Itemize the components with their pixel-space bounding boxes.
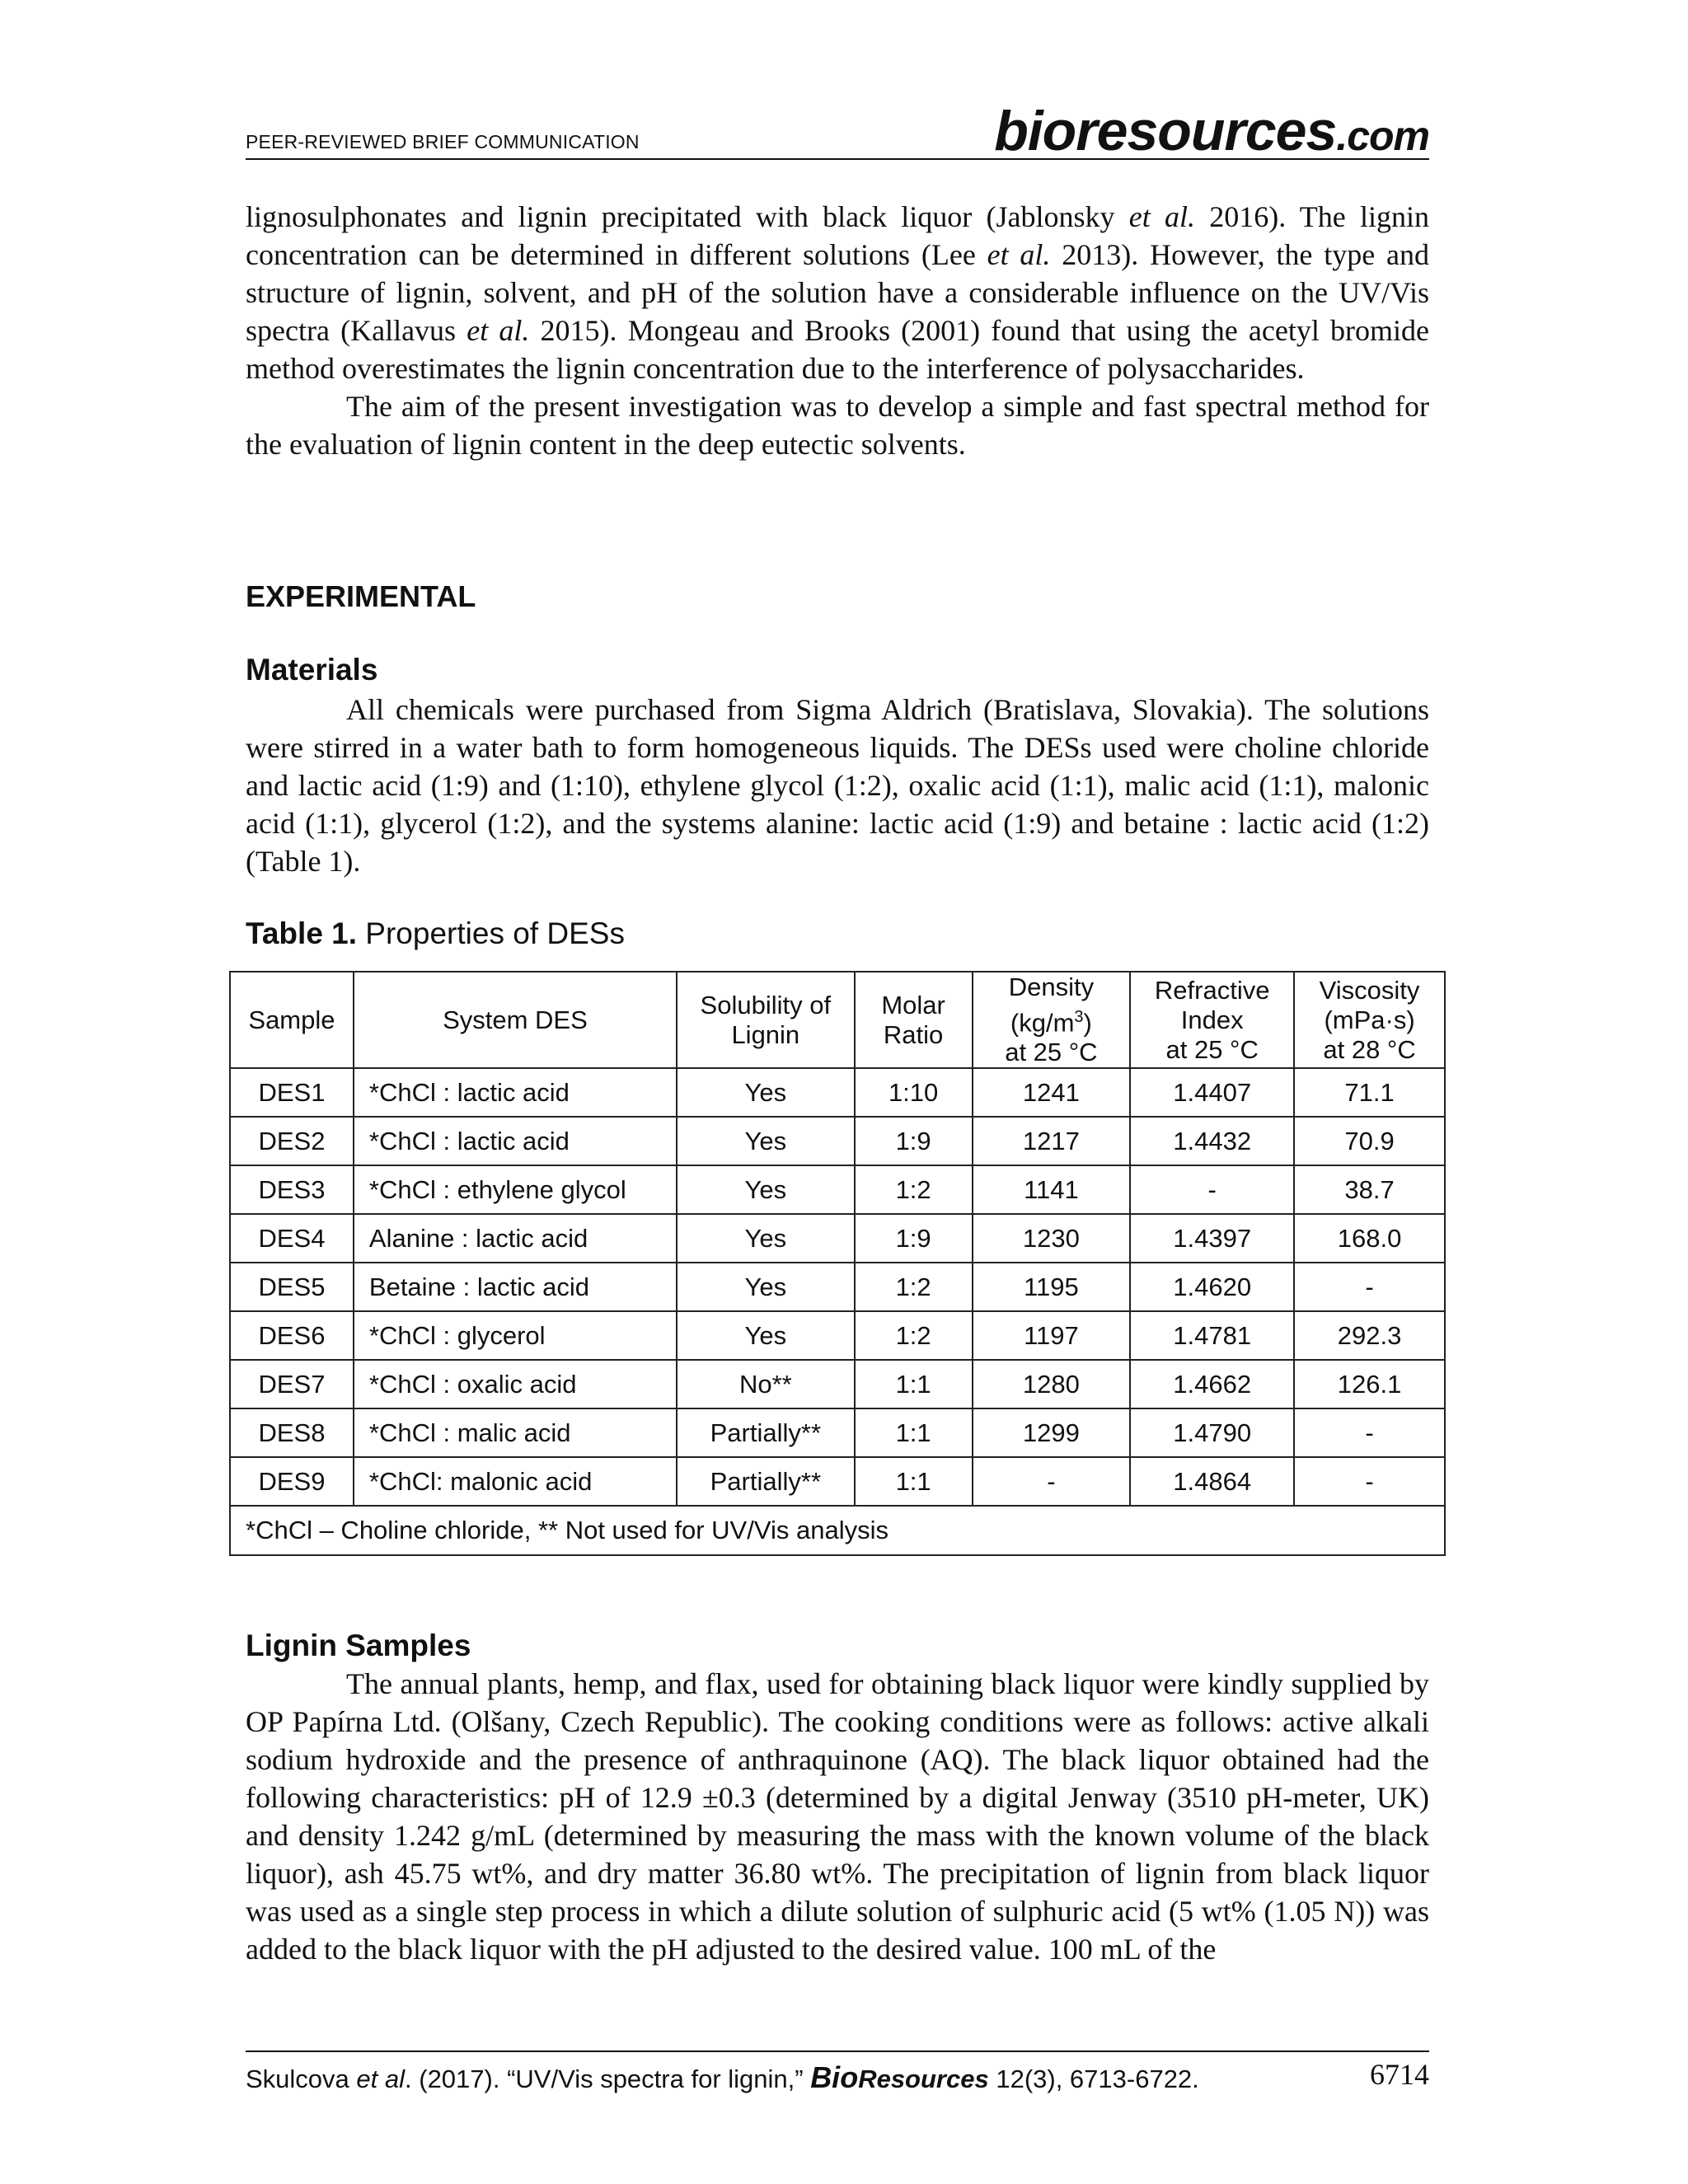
cell-molar-ratio: 1:2 [855,1263,973,1311]
header-system: System DES [354,972,677,1068]
header-viscosity-line: Viscosity [1319,975,1420,1005]
footer-rule [246,2050,1429,2052]
cell-molar-ratio: 1:1 [855,1408,973,1457]
cell-solubility: Yes [677,1165,855,1214]
table-row [230,1117,1445,1165]
table-body [230,1068,1445,1506]
journal-logo [994,99,1429,163]
intro-section [246,198,1429,463]
cell-system: Betaine : lactic acid [354,1263,677,1311]
cell-system: *ChCl : glycerol [354,1311,677,1360]
des-properties-table [229,971,1446,1556]
footer-et-al: et al [356,2064,406,2093]
cell-sample: DES2 [230,1117,354,1165]
header-density [973,972,1131,1068]
table-row [230,1068,1445,1117]
cell-sample: DES3 [230,1165,354,1214]
cell-density: 1195 [973,1263,1131,1311]
cell-molar-ratio: 1:2 [855,1165,973,1214]
section-heading-experimental: EXPERIMENTAL [246,579,476,613]
subsection-heading-lignin-samples: Lignin Samples [246,1629,471,1662]
cell-density: - [973,1457,1131,1506]
et-al: et al. [987,238,1051,271]
intro-text: lignosulphonates and lignin precipitated with black liquor (Jablonsky [246,200,1129,233]
header-molar-line: Ratio [883,1019,944,1049]
header-viscosity-line: (mPa·s) [1324,1005,1415,1034]
lignin-samples-section [246,1665,1429,1968]
materials-section [246,691,1429,880]
cell-sample: DES1 [230,1068,354,1117]
cell-system: *ChCl : lactic acid [354,1068,677,1117]
table-row [230,1263,1445,1311]
header-label: PEER-REVIEWED BRIEF COMMUNICATION [246,131,640,152]
table-row [230,1214,1445,1263]
journal-logo-suffix: .com [1336,113,1429,159]
subsection-heading-materials: Materials [246,653,378,687]
cell-density: 1241 [973,1068,1131,1117]
cell-sample: DES7 [230,1360,354,1408]
header-refractive-line: at 25 °C [1165,1034,1259,1064]
header-sample: Sample [230,972,354,1068]
cell-density: 1197 [973,1311,1131,1360]
page-footer [246,2060,1429,2095]
cell-solubility: No** [677,1360,855,1408]
cell-solubility: Yes [677,1117,855,1165]
footer-author: Skulcova [246,2064,357,2093]
cell-viscosity: - [1294,1263,1445,1311]
cell-solubility: Yes [677,1311,855,1360]
header-density-sup: 3 [1074,1008,1084,1026]
header-refractive-line: Refractive [1154,975,1270,1005]
header-molar-ratio [855,972,973,1068]
table-header-row [230,972,1445,1068]
header-molar-line: Molar [881,990,945,1019]
table-row [230,1311,1445,1360]
header-refractive-index [1130,972,1294,1068]
cell-refractive-index: 1.4407 [1130,1068,1294,1117]
lignin-samples-paragraph: The annual plants, hemp, and flax, used for obtaining black liquor were kindly supplied by OP Papírna Ltd. (Olšany, Czech Republic). The cooking conditions were as follows: active alkali sodium hydroxide and the presence of anthraquinone (AQ). The black liquor obtained had the following characteristics: pH of 12.9 ±0.3 (determined by a digital Jenway (3510 pH-meter, UK) and density 1.242 g/mL (determined by measuring the mass with the known volume of the black liquor), ash 45.75 wt%, and dry matter 36.80 wt%. The precipitation of lignin from black liquor was used as a single step process in which a dilute solution of sulphuric acid (5 wt% (1.05 N)) was added to the black liquor with the pH adjusted to the desired value. 100 mL of the [246,1667,1429,1966]
cell-system: *ChCl : malic acid [354,1408,677,1457]
intro-paragraph-2: The aim of the present investigation was to develop a simple and fast spectral method for the evaluation of lignin content in the deep eutectic solvents. [246,390,1429,461]
header-viscosity-line: at 28 °C [1323,1034,1416,1064]
cell-density: 1299 [973,1408,1131,1457]
cell-molar-ratio: 1:2 [855,1311,973,1360]
cell-density: 1217 [973,1117,1131,1165]
intro-text: 2015). Mongeau and Brooks (2001) found that using the acetyl bromide method overestimates the lignin concentration due to the interference of polysaccharides. [246,314,1430,385]
header-viscosity [1294,972,1445,1068]
cell-solubility: Yes [677,1068,855,1117]
cell-refractive-index: 1.4662 [1130,1360,1294,1408]
intro-paragraph-1 [246,198,1429,387]
cell-refractive-index: 1.4397 [1130,1214,1294,1263]
cell-system: *ChCl : ethylene glycol [354,1165,677,1214]
cell-sample: DES6 [230,1311,354,1360]
materials-paragraph: All chemicals were purchased from Sigma Aldrich (Bratislava, Slovakia). The solutions were stirred in a water bath to form homogeneous liquids. The DESs used were choline chloride and lactic acid (1:9) and (1:10), ethylene glycol (1:2), oxalic acid (1:1), malic acid (1:1), malonic acid (1:1), glycerol (1:2), and the systems alanine: lactic acid (1:9) and betaine : lactic acid (1:2) (Table 1). [246,693,1429,878]
footer-journal-bio: Bio [810,2060,859,2094]
cell-viscosity: 38.7 [1294,1165,1445,1214]
footer-journal [810,2060,989,2094]
table-row [230,1408,1445,1457]
cell-molar-ratio: 1:1 [855,1457,973,1506]
cell-system: *ChCl : lactic acid [354,1117,677,1165]
table-footnote-row [230,1506,1445,1555]
cell-viscosity: 292.3 [1294,1311,1445,1360]
cell-sample: DES8 [230,1408,354,1457]
footer-journal-resources: Resources [858,2064,989,2093]
cell-solubility: Partially** [677,1408,855,1457]
cell-refractive-index: 1.4432 [1130,1117,1294,1165]
cell-density: 1280 [973,1360,1131,1408]
cell-system: Alanine : lactic acid [354,1214,677,1263]
cell-system: *ChCl: malonic acid [354,1457,677,1506]
footer-volume: 12(3), 6713-6722. [988,2064,1199,2093]
cell-refractive-index: 1.4864 [1130,1457,1294,1506]
cell-viscosity: 126.1 [1294,1360,1445,1408]
header-solubility-line: Lignin [731,1019,800,1049]
cell-density: 1141 [973,1165,1131,1214]
journal-logo-name: bioresources [994,100,1337,162]
table-caption-text: Properties of DESs [357,916,625,950]
cell-refractive-index: 1.4781 [1130,1311,1294,1360]
cell-molar-ratio: 1:10 [855,1068,973,1117]
cell-density: 1230 [973,1214,1131,1263]
cell-refractive-index: 1.4620 [1130,1263,1294,1311]
cell-solubility: Yes [677,1263,855,1311]
table-caption [246,916,625,951]
header-density-unit: (kg/m [1010,1008,1075,1038]
header-solubility-line: Solubility of [700,990,832,1019]
running-header [246,99,1429,160]
intro-text: 2013). However, the type and structure of lignin, solvent, and pH of the solution have a considerable influence on the UV/Vis spectra (Kallavus [246,238,1429,347]
cell-solubility: Yes [677,1214,855,1263]
cell-viscosity: - [1294,1408,1445,1457]
table-row [230,1165,1445,1214]
et-al: et al. [467,314,530,347]
cell-system: *ChCl : oxalic acid [354,1360,677,1408]
cell-refractive-index: 1.4790 [1130,1408,1294,1457]
table-footnote: *ChCl – Choline chloride, ** Not used for UV/Vis analysis [230,1506,1445,1555]
cell-solubility: Partially** [677,1457,855,1506]
table-row [230,1360,1445,1408]
header-density-line: at 25 °C [1005,1038,1098,1067]
footer-title: . (2017). “UV/Vis spectra for lignin,” [405,2064,811,2093]
header-density-unit-close: ) [1083,1008,1092,1038]
header-density-line: Density [1008,972,1095,1001]
cell-viscosity: 71.1 [1294,1068,1445,1117]
et-al: et al. [1128,200,1195,233]
footer-citation [246,2060,1199,2094]
table-caption-label: Table 1. [246,916,358,950]
cell-molar-ratio: 1:1 [855,1360,973,1408]
cell-refractive-index: - [1130,1165,1294,1214]
cell-viscosity: 168.0 [1294,1214,1445,1263]
header-refractive-line: Index [1180,1005,1244,1034]
table-row [230,1457,1445,1506]
page-number: 6714 [1370,2058,1429,2091]
cell-viscosity: - [1294,1457,1445,1506]
intro-text: 2016). The lignin concentration can be determined in different solutions (Lee [246,200,1430,271]
cell-molar-ratio: 1:9 [855,1117,973,1165]
header-solubility [677,972,855,1068]
cell-sample: DES4 [230,1214,354,1263]
cell-molar-ratio: 1:9 [855,1214,973,1263]
cell-sample: DES9 [230,1457,354,1506]
cell-sample: DES5 [230,1263,354,1311]
cell-viscosity: 70.9 [1294,1117,1445,1165]
